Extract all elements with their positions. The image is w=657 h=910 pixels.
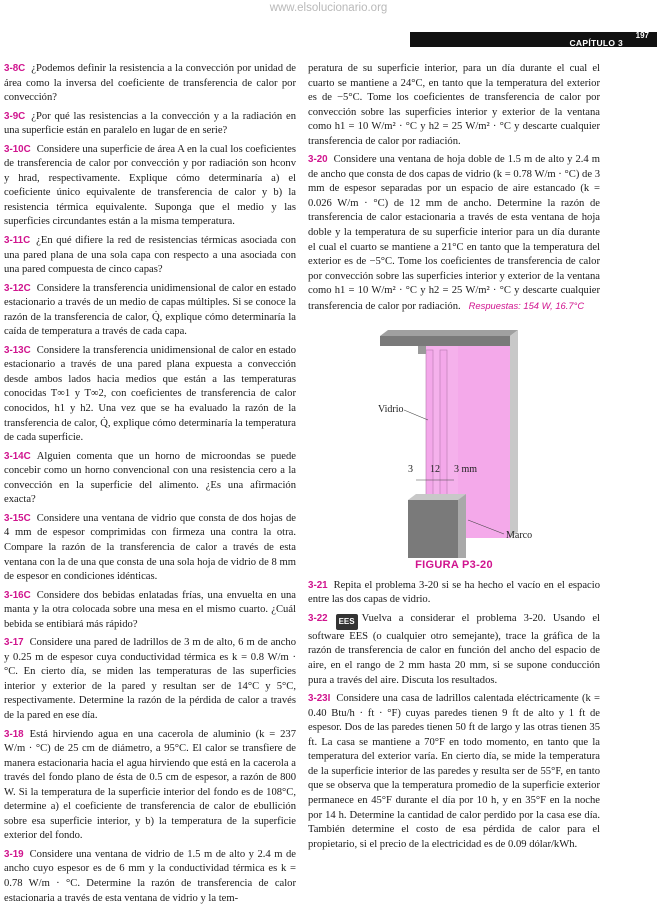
problem [308, 692, 600, 852]
problem [4, 512, 296, 585]
ees-software-icon: EES [336, 614, 358, 630]
problem [4, 110, 296, 139]
problem [4, 143, 296, 230]
frame-top-face [380, 336, 510, 346]
frame-side [510, 330, 518, 538]
problem-number: 3-21 [308, 579, 328, 591]
problem-text: Considere una ventana de vidrio que consta de dos hojas de 4 mm de espesor comprimidas con firmeza una contra la otra. Compare la razón de la transferencia de calor a través de esta ventana con la de una que consta de una sola hoja de vidrio de 8 mm de espesor en condiciones idénticas. [4, 512, 296, 583]
problem [308, 153, 600, 314]
problem-text: ¿Podemos definir la resistencia a la convección por unidad de área como la inversa del coeficiente de transferencia de calor por convección? [4, 63, 296, 104]
frame-bottom-side [458, 494, 466, 558]
problem [4, 282, 296, 340]
problem-number: 3-13C [4, 344, 31, 356]
problem-number: 3-10C [4, 143, 31, 155]
chapter-title: CAPÍTULO 3 [569, 38, 623, 48]
problem-text: Considere la transferencia unidimensional de calor en estado estacionario a través de un medio de capas múltiples. Si se conoce la razón de la transferencia de calor, Q̇, explique cómo determinaría la caída de temperatura a través de cada capa. [4, 282, 296, 338]
problem-text: Considere una ventana de hoja doble de 1.5 m de alto y 2.4 m de ancho que consta de dos capas de vidrio (k = 0.78 W/m · °C) de 3 mm de espesor separadas por un espacio de aire estancado (k = 0.026 W/m · °C) de 12 mm de ancho. Determine la razón de transferencia de calor estacionaria a través de esta ventana de hoja doble y la temperatura de su superficie interior para un día durante el cual el cuarto se mantiene a 21°C en tanto que la temperatura del exterior es de −5°C. Tome los coeficientes de transferencia de calor por convección sobre las superficies interior y exterior de la ventana como h1 = 10 W/m² · °C y h2 = 25 W/m² · °C y descarte cualquier transferencia de calor por radiación. [308, 154, 600, 312]
problem-continuation: peratura de su superficie interior, para un día durante el cual el cuarto se mantiene a 24°C, en tanto que la temperatura del exterior es de −5°C. Tome los coeficientes de transferencia de calor por convección sobre las superficies interior y exterior de la ventana como h1 = 10 W/m² · °C y h2 = 25 W/m² · °C y descarte cualquier transferencia de calor por radiación. [308, 63, 600, 147]
problem-text: Considere una ventana de vidrio de 1.5 m de alto y 2.4 m de ancho cuyo espesor es de 6 mm y la conductividad térmica es k = 0.78 W/m · °C. Determine la razón de transferencia de calor estacionaria a través de esta ventana de vidrio y la tem- [4, 848, 296, 904]
problem-number: 3-15C [4, 512, 31, 524]
watermark: www.elsolucionario.org [269, 2, 388, 14]
problem-text: ¿Por qué las resistencias a la convección y a la radiación en una superficie están en paralelo en lugar de en serie? [4, 110, 296, 137]
problem [4, 344, 296, 446]
problem-text: Alguien comenta que un horno de microondas se puede concebir como un horno convencional con una resistencia cero a la convección en la superficie del alimento. ¿Es una afirmación exacta? [4, 450, 296, 506]
label-vidrio: Vidrio [378, 404, 404, 416]
problem [4, 62, 296, 106]
glass-layer-1 [426, 350, 433, 500]
problem-number: 3-16C [4, 589, 31, 601]
figure-double-pane-window [308, 320, 600, 558]
glass-layer-2 [440, 350, 447, 500]
frame-post-1 [418, 346, 426, 354]
problem-text: Está hirviendo agua en una cacerola de aluminio (k = 237 W/m · °C) de 25 cm de diámetro, a 95°C. El calor se transfiere de manera estacionaria hacia el agua hirviendo que está en la cacerola a través del fondo plano de ésta de 0.5 cm de espesor, a razón de 800 W. Si la temperatura de la superficie interior del fondo es de 108°C, determine a) el coeficiente de transferencia de calor de ebullición sobre esa superficie interior, y b) la temperatura de la superficie exterior del fondo. [4, 728, 296, 842]
problem [4, 848, 296, 906]
window-diagram [308, 320, 600, 558]
right-column [308, 62, 600, 856]
page-header [410, 32, 657, 47]
problem [4, 234, 296, 278]
problem-number: 3-23I [308, 693, 331, 705]
problem [308, 579, 600, 608]
problem [4, 450, 296, 508]
problem-number: 3-9C [4, 110, 26, 122]
problem-text: Considere dos bebidas enlatadas frías, una envuelta en una manta y la otra colocada sobre una mesa en el mismo cuarto. ¿Cuál bebida se entibiará más rápido? [4, 589, 296, 630]
frame-bottom [408, 500, 458, 558]
problem-text: Considere una casa de ladrillos calentada eléctricamente (k = 0.40 Btu/h · ft · °F) cuyas paredes tienen 9 ft de alto y 1 ft de espesor. Dos de las paredes tienen 50 ft de largo y las otras tienen 35 ft. La casa se mantiene a 70°F en todo momento, en tanto que la temperatura del exterior varía. En cierto día, se mide la temperatura de la superficie interior de las paredes y resulta ser de 55°F, en tanto que se observa que la temperatura promedio de la superficie exterior permanece en 45°F durante el día por 10 h, y en 35°F en la noche por 14 h. Determine la cantidad de calor perdido por la casa ese día. También determine el costo de esa pérdida de calor para el propietario, si el precio de la electricidad es de 0.09 dólar/kWh. [308, 693, 600, 850]
problem-number: 3-12C [4, 282, 31, 294]
answer-text: Respuestas: 154 W, 16.7°C [468, 299, 585, 311]
problem-number: 3-8C [4, 63, 26, 74]
label-marco: Marco [506, 530, 533, 542]
problem-number: 3-22 [308, 612, 328, 624]
left-column [4, 62, 296, 910]
figure-caption: FIGURA P3-20 [415, 559, 493, 572]
label-3: 3 [408, 464, 413, 476]
problem-text: Considere la transferencia unidimensional de calor en estado estacionario a través de una pared plana expuesta a convección desde ambos lados hacia medios que están a las temperaturas conocidas T∞1 y T∞2, con coeficientes de transferencia de calor conocidos, h1 y h2. Una vez que se ha evaluado la razón de la transferencia de calor, Q̇, explique cómo determinaría la temperatura de cada superficie. [4, 344, 296, 444]
problem-number: 3-11C [4, 235, 31, 247]
page-number: 197 [635, 31, 649, 40]
problem-text: Repita el problema 3-20 si se ha hecho el vacío en el espacio entre las dos capas de vidrio. [308, 579, 600, 606]
frame-bottom-top [408, 494, 466, 500]
problem [4, 636, 296, 723]
label-3mm: 3 mm [454, 464, 478, 476]
problem-number: 3-18 [4, 728, 24, 740]
frame-top [380, 330, 518, 336]
problem [4, 728, 296, 844]
problem-number: 3-14C [4, 450, 31, 462]
problem-text: Considere una superficie de área A en la cual los coeficientes de transferencia de calor por convección y por radiación son hconv y hrad, respectivamente. Explique cómo determinaría a) el coeficiente único equivalente de transferencia de calor y b) la resistencia térmica equivalente. Suponga que el medio y las superficies circundantes están a la misma temperatura. [4, 143, 296, 228]
leader-vidrio [404, 410, 428, 420]
problem-number: 3-19 [4, 848, 24, 860]
problem-text: ¿En qué difiere la red de resistencias térmicas asociada con una pared plana de una sola capa con respecto a una asociada con una pared compuesta de cinco capas? [4, 235, 296, 276]
problem [308, 612, 600, 688]
problem-number: 3-17 [4, 637, 24, 649]
problem-text: Considere una pared de ladrillos de 3 m de alto, 6 m de ancho y 0.25 m de espesor cuya conductividad térmica es k = 0.8 W/m · °C. En cierto día, se miden las temperaturas de las superficies interior y exterior de la pared y resultan ser de 14°C y 5°C, respectivamente. Determine la razón de la pérdida de calor a través de la pared en ese día. [4, 637, 296, 721]
problem-text: Vuelva a considerar el problema 3-20. Usando el software EES (o cualquier otro semejante), trace la gráfica de la razón de transferencia de calor en función del ancho del espacio de aire, en el rango de 2 mm hasta 20 mm, si se supone conducción pura a través del aire. Discuta los resultados. [308, 612, 600, 686]
problem [4, 589, 296, 633]
label-12: 12 [430, 464, 440, 476]
problem-number: 3-20 [308, 154, 328, 166]
